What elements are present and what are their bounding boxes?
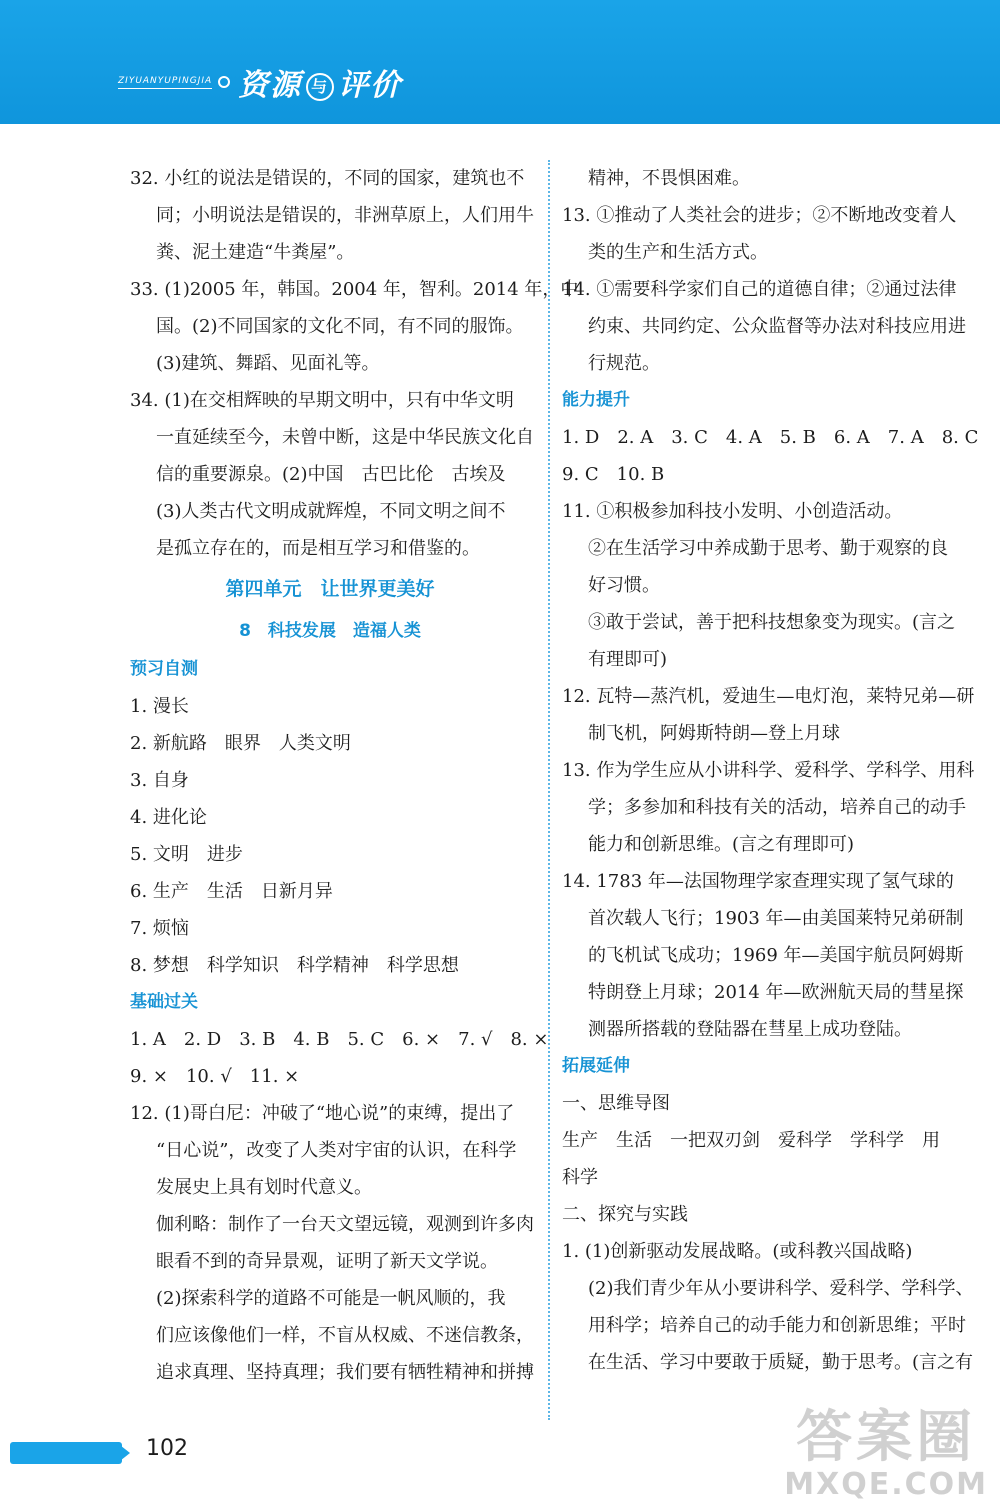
text-line: 行规范。 xyxy=(588,353,660,374)
text-line: 14. ①需要科学家们自己的道德自律；②通过法律 xyxy=(562,279,957,300)
text-line: 32. 小红的说法是错误的，不同的国家，建筑也不 xyxy=(130,168,525,189)
text-line: 追求真理、坚持真理；我们要有牺牲精神和拼搏 xyxy=(156,1362,534,1383)
text-line: 3. 自身 xyxy=(130,770,189,791)
text-line: 二、探究与实践 xyxy=(562,1204,688,1225)
section-heading: 基础过关 xyxy=(130,992,198,1012)
text-line: 精神，不畏惧困难。 xyxy=(588,168,750,189)
text-line: (3)人类古代文明成就辉煌，不同文明之间不 xyxy=(156,501,506,522)
text-line: 粪、泥土建造“牛粪屋”。 xyxy=(156,242,355,263)
text-line: 1. A 2. D 3. B 4. B 5. C 6. × 7. √ 8. × xyxy=(130,1029,549,1050)
text-line: 好习惯。 xyxy=(588,575,660,596)
text-line: “日心说”，改变了人类对宇宙的认识，在科学 xyxy=(156,1140,517,1161)
text-line: 类的生产和生活方式。 xyxy=(588,242,768,263)
text-line: 同；小明说法是错误的，非洲草原上，人们用牛 xyxy=(156,205,534,226)
text-line: 信的重要源泉。(2)中国 古巴比伦 古埃及 xyxy=(156,464,506,485)
text-line: 11. ①积极参加科技小发明、小创造活动。 xyxy=(562,501,903,522)
section-heading: 预习自测 xyxy=(130,659,198,679)
text-line: 5. 文明 进步 xyxy=(130,844,243,865)
footer-bar xyxy=(10,1442,122,1464)
text-line: 生产 生活 一把双刃剑 爱科学 学科学 用 xyxy=(562,1130,940,1151)
right-column xyxy=(562,160,979,1381)
text-line: 13. ①推动了人类社会的进步；②不断地改变着人 xyxy=(562,205,957,226)
text-line: 9. C 10. B xyxy=(562,464,665,485)
text-line: 33. (1)2005 年，韩国。2004 年，智利。2014 年，中 xyxy=(130,279,579,300)
text-line: 国。(2)不同国家的文化不同，有不同的服饰。 xyxy=(156,316,524,337)
text-line: 8. 梦想 科学知识 科学精神 科学思想 xyxy=(130,955,459,976)
text-line: 有理即可) xyxy=(588,649,668,670)
brand-title-a: 资源 xyxy=(238,68,303,103)
text-line: 1. D 2. A 3. C 4. A 5. B 6. A 7. A 8. C xyxy=(562,427,979,448)
section-heading: 拓展延伸 xyxy=(562,1056,630,1076)
text-line: 12. 瓦特—蒸汽机，爱迪生—电灯泡，莱特兄弟—研 xyxy=(562,686,975,707)
text-line: 发展史上具有划时代意义。 xyxy=(156,1177,372,1198)
text-line: 2. 新航路 眼界 人类文明 xyxy=(130,733,351,754)
text-line: 一直延续至今，未曾中断，这是中华民族文化自 xyxy=(156,427,534,448)
text-line: 1. 漫长 xyxy=(130,696,189,717)
text-line: 是孤立存在的，而是相互学习和借鉴的。 xyxy=(156,538,480,559)
text-line: 特朗登上月球；2014 年—欧洲航天局的彗星探 xyxy=(588,982,964,1003)
text-line: (3)建筑、舞蹈、见面礼等。 xyxy=(156,353,380,374)
text-line: 用科学；培养自己的动手能力和创新思维；平时 xyxy=(588,1315,966,1336)
left-column xyxy=(130,160,579,1391)
watermark xyxy=(784,1405,988,1502)
text-line: 7. 烦恼 xyxy=(130,918,189,939)
text-line: 一、思维导图 xyxy=(562,1093,670,1114)
text-line: 能力和创新思维。(言之有理即可) xyxy=(588,834,855,855)
lesson-title: 8 科技发展 造福人类 xyxy=(239,621,421,641)
brand-title-b: 评价 xyxy=(338,68,403,103)
watermark-line2: MXQE.COM xyxy=(784,1467,988,1502)
text-line: 首次载人飞行；1903 年—由美国莱特兄弟研制 xyxy=(588,908,964,929)
text-line: ②在生活学习中养成勤于思考、勤于观察的良 xyxy=(588,538,948,559)
text-line: 测器所搭载的登陆器在彗星上成功登陆。 xyxy=(588,1019,912,1040)
text-line: 13. 作为学生应从小讲科学、爱科学、学科学、用科 xyxy=(562,760,975,781)
text-line: 眼看不到的奇异景观，证明了新天文学说。 xyxy=(156,1251,498,1272)
text-line: 们应该像他们一样，不盲从权威、不迷信教条， xyxy=(156,1325,534,1346)
brand-dot-icon xyxy=(218,76,230,88)
text-line: ③敢于尝试，善于把科技想象变为现实。(言之 xyxy=(588,612,956,633)
text-line: 制飞机，阿姆斯特朗—登上月球 xyxy=(588,723,840,744)
text-line: 12. (1)哥白尼：冲破了“地心说”的束缚，提出了 xyxy=(130,1103,515,1124)
text-line: (2)探索科学的道路不可能是一帆风顺的，我 xyxy=(156,1288,506,1309)
page-number: 102 xyxy=(146,1436,188,1461)
footer-arrow-icon xyxy=(116,1442,130,1464)
text-line: (2)我们青少年从小要讲科学、爱科学、学科学、 xyxy=(588,1278,974,1299)
brand-logo xyxy=(118,62,402,102)
watermark-line1: 答案圈 xyxy=(796,1405,977,1470)
header-banner xyxy=(0,0,1000,124)
brand-pinyin: ZIYUANYUPINGJIA xyxy=(118,76,212,89)
text-line: 学；多参加和科技有关的活动，培养自己的动手 xyxy=(588,797,966,818)
text-line: 1. (1)创新驱动发展战略。(或科教兴国战略) xyxy=(562,1241,913,1262)
text-line: 科学 xyxy=(562,1167,598,1188)
unit-title: 第四单元 让世界更美好 xyxy=(225,578,435,600)
text-line: 6. 生产 生活 日新月异 xyxy=(130,881,333,902)
section-heading: 能力提升 xyxy=(562,390,630,410)
brand-title-yu: 与 xyxy=(306,73,334,101)
text-line: 4. 进化论 xyxy=(130,807,207,828)
text-line: 14. 1783 年—法国物理学家查理实现了氢气球的 xyxy=(562,871,954,892)
text-line: 约束、共同约定、公众监督等办法对科技应用进 xyxy=(588,316,966,337)
text-line: 9. × 10. √ 11. × xyxy=(130,1066,300,1087)
text-line: 34. (1)在交相辉映的早期文明中，只有中华文明 xyxy=(130,390,514,411)
text-line: 伽利略：制作了一台天文望远镜，观测到许多肉 xyxy=(156,1214,534,1235)
text-line: 在生活、学习中要敢于质疑，勤于思考。(言之有 xyxy=(588,1352,974,1373)
text-line: 的飞机试飞成功；1969 年—美国宇航员阿姆斯 xyxy=(588,945,964,966)
brand-title xyxy=(238,60,402,104)
column-divider xyxy=(548,160,550,1420)
